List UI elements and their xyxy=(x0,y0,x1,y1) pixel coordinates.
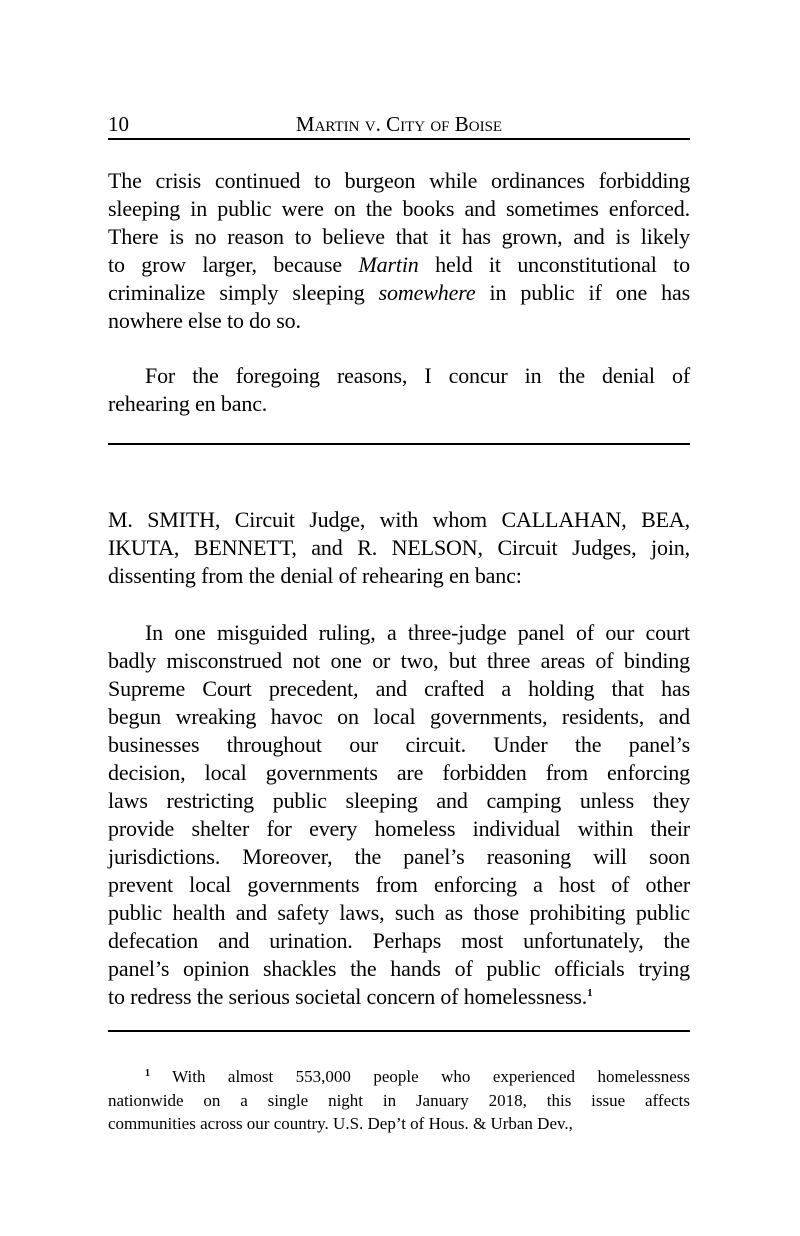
case-title: Martin v. City of Boise xyxy=(295,112,503,136)
text-segment: begun wreaking havoc on local governments, residents, and xyxy=(108,704,690,729)
text-line xyxy=(108,251,690,279)
text-segment: communities across our country. U.S. Dep’t of Hous. & Urban Dev., xyxy=(108,1114,573,1133)
text-segment: businesses throughout our circuit. Under the panel’s xyxy=(108,732,690,757)
text-segment: public health and safety laws, such as those prohibiting public xyxy=(108,900,690,925)
text-segment: Supreme Court precedent, and crafted a holding that has xyxy=(108,676,690,701)
text-line xyxy=(108,843,690,871)
text-line xyxy=(108,703,690,731)
text-segment: nationwide on a single night in January 2018, this issue affects xyxy=(108,1090,690,1110)
concurrence-conclusion xyxy=(108,362,690,418)
text-line xyxy=(108,167,690,195)
text-segment: held it unconstitutional to xyxy=(418,252,690,277)
text-line xyxy=(108,195,690,223)
footnote xyxy=(108,1065,690,1136)
text-line xyxy=(108,1089,690,1113)
text-line xyxy=(108,871,690,899)
text-line xyxy=(108,362,690,390)
dissent-heading xyxy=(108,506,690,590)
footnote-rule xyxy=(108,1030,690,1032)
text-segment: With almost 553,000 people who experienced homelessness xyxy=(150,1067,690,1086)
text-segment: in public if one has xyxy=(475,280,691,305)
text-segment: badly misconstrued not one or two, but three areas of binding xyxy=(108,648,690,673)
text-line xyxy=(108,506,690,534)
text-line xyxy=(108,534,690,562)
footnote-marker: 1 xyxy=(145,1068,150,1079)
text-segment: The crisis continued to burgeon while ordinances forbidding xyxy=(108,168,690,193)
text-line xyxy=(108,562,690,590)
text-line xyxy=(108,307,690,335)
text-line xyxy=(108,223,690,251)
text-line xyxy=(108,1065,690,1089)
text-line xyxy=(108,647,690,675)
concurrence-paragraph xyxy=(108,167,690,335)
text-segment: panel’s opinion shackles the hands of public officials trying xyxy=(108,956,690,981)
text-line xyxy=(108,815,690,843)
text-segment: dissenting from the denial of rehearing en banc: xyxy=(108,563,522,588)
text-line xyxy=(108,731,690,759)
text-line xyxy=(108,675,690,703)
text-segment: For the foregoing reasons, I concur in the denial of xyxy=(145,363,690,388)
italic-text: Martin xyxy=(358,252,419,277)
text-segment: to grow larger, because xyxy=(108,252,359,277)
text-segment: criminalize simply sleeping xyxy=(108,280,379,305)
text-line xyxy=(108,390,690,418)
text-segment: laws restricting public sleeping and camping unless they xyxy=(108,788,690,813)
text-segment: defecation and urination. Perhaps most unfortunately, the xyxy=(108,928,690,953)
text-segment: There is no reason to believe that it has grown, and is likely xyxy=(108,224,690,249)
italic-text: somewhere xyxy=(378,280,476,305)
text-segment: prevent local governments from enforcing a host of other xyxy=(108,872,690,897)
text-segment: provide shelter for every homeless individual within their xyxy=(108,816,690,841)
page-number: 10 xyxy=(108,112,129,136)
dissent-paragraph xyxy=(108,619,690,1011)
text-segment: In one misguided ruling, a three-judge panel of our court xyxy=(145,620,690,645)
text-line xyxy=(108,955,690,983)
text-segment: decision, local governments are forbidden from enforcing xyxy=(108,760,690,785)
text-line xyxy=(108,899,690,927)
text-line xyxy=(108,1112,690,1136)
text-line xyxy=(108,787,690,815)
text-segment: IKUTA, BENNETT, and R. NELSON, Circuit Judges, join, xyxy=(108,535,690,560)
text-line xyxy=(108,927,690,955)
text-line xyxy=(108,619,690,647)
text-segment: jurisdictions. Moreover, the panel’s reasoning will soon xyxy=(108,844,690,869)
text-segment: nowhere else to do so. xyxy=(108,308,301,333)
text-segment: M. SMITH, Circuit Judge, with whom CALLAHAN, BEA, xyxy=(108,507,690,532)
section-divider-rule xyxy=(108,443,690,445)
text-line xyxy=(108,983,690,1011)
footnote-marker: 1 xyxy=(587,987,593,999)
text-line xyxy=(108,759,690,787)
header-rule xyxy=(108,138,690,140)
text-segment: sleeping in public were on the books and sometimes enforced. xyxy=(108,196,690,221)
text-line xyxy=(108,279,690,307)
text-segment: to redress the serious societal concern of homelessness. xyxy=(108,984,588,1009)
running-header xyxy=(108,112,690,138)
text-segment: rehearing en banc. xyxy=(108,391,268,416)
